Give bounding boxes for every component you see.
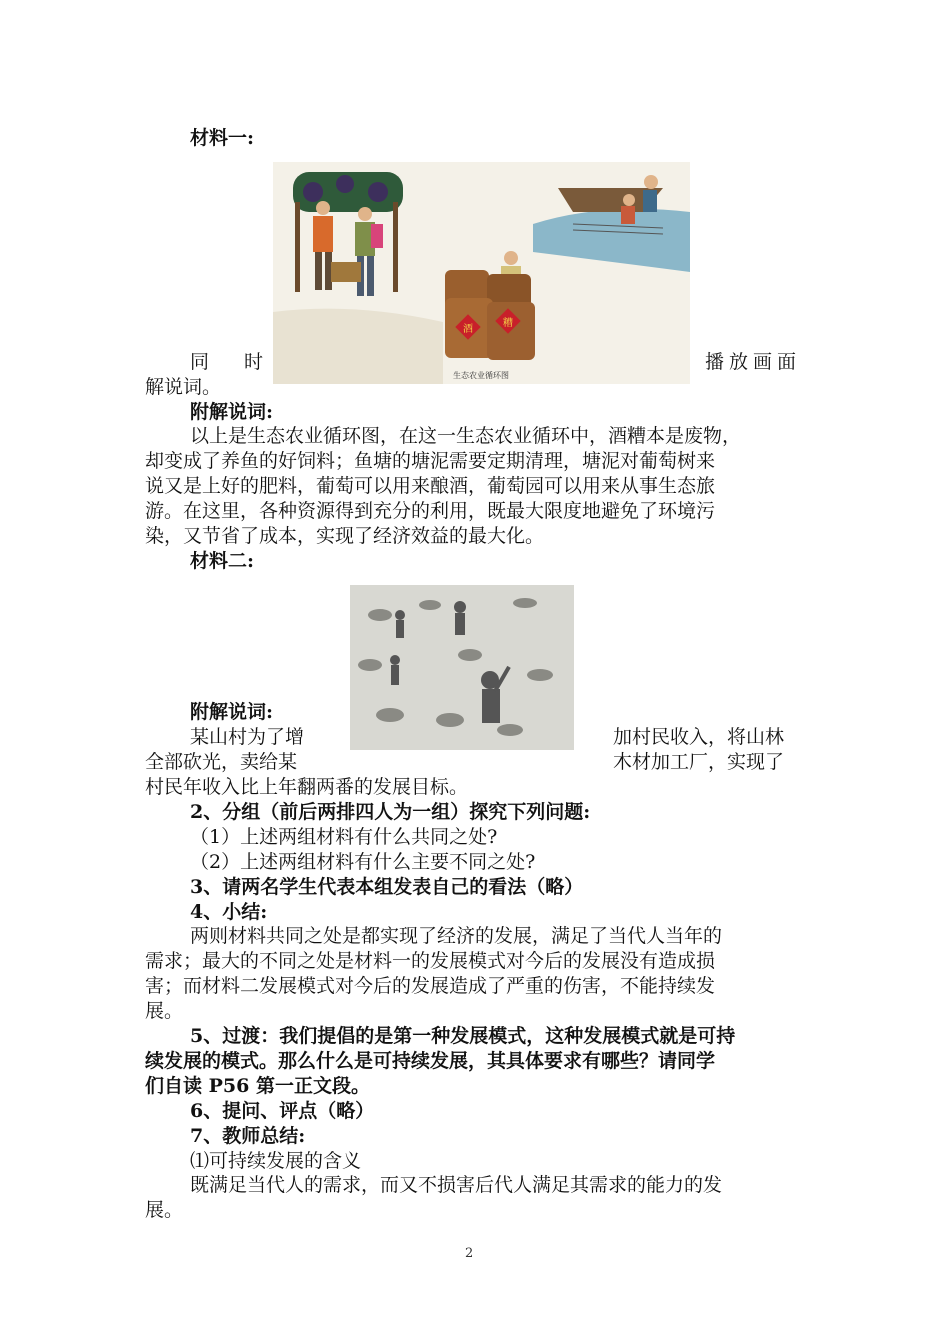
summary-line-4: 展。 bbox=[145, 1000, 184, 1022]
deforestation-figure bbox=[350, 585, 574, 750]
explain1-line-3: 说又是上好的肥料，葡萄可以用来酿酒，葡萄园可以用来从事生态旅 bbox=[145, 475, 716, 497]
summary-line-1: 两则材料共同之处是都实现了经济的发展，满足了当代人当年的 bbox=[190, 925, 723, 947]
material2-heading: 材料二: bbox=[190, 550, 255, 572]
step2-heading: 2、分组（前后两排四人为一组）探究下列问题: bbox=[190, 801, 591, 823]
explain2-heading: 附解说词: bbox=[190, 701, 274, 723]
step7-heading: 7、教师总结: bbox=[190, 1125, 306, 1147]
caption-right: 播放画面 bbox=[705, 351, 802, 373]
material1-heading: 材料一: bbox=[190, 127, 255, 149]
explain2-line1-left: 某山村为了增 bbox=[190, 726, 305, 748]
step3-heading: 3、请两名学生代表本组发表自己的看法（略） bbox=[190, 876, 584, 898]
step2-question-2: （2）上述两组材料有什么主要不同之处? bbox=[190, 851, 536, 873]
eco-agriculture-figure bbox=[273, 162, 690, 384]
page-number: 2 bbox=[465, 1246, 474, 1261]
explain2-line3: 村民年收入比上年翻两番的发展目标。 bbox=[145, 776, 469, 798]
step5-line-1: 5、过渡：我们提倡的是第一种发展模式，这种发展模式就是可持 bbox=[190, 1025, 736, 1047]
explain1-line-5: 染，又节省了成本，实现了经济效益的最大化。 bbox=[145, 525, 545, 547]
definition-line-2: 展。 bbox=[145, 1199, 184, 1221]
caption-cont: 解说词。 bbox=[145, 376, 222, 398]
summary-line-2: 需求；最大的不同之处是材料一的发展模式对今后的发展没有造成损 bbox=[145, 950, 716, 972]
caption-left: 同 时 bbox=[190, 351, 272, 373]
jar-label-1: 酒 bbox=[463, 324, 473, 335]
figure-caption: 生态农业循环图 bbox=[453, 371, 509, 380]
explain2-line1-right: 加村民收入，将山林 bbox=[613, 726, 785, 748]
step6-heading: 6、提问、评点（略） bbox=[190, 1100, 375, 1122]
explain2-line2-left: 全部砍光，卖给某 bbox=[145, 751, 298, 773]
summary-line-3: 害；而材料二发展模式对今后的发展造成了严重的伤害，不能持续发 bbox=[145, 975, 716, 997]
step4-heading: 4、小结: bbox=[190, 901, 268, 923]
explain2-line2-right: 木材加工厂，实现了 bbox=[613, 751, 785, 773]
explain1-line-1: 以上是生态农业循环图，在这一生态农业循环中，酒糟本是废物， bbox=[190, 425, 742, 447]
jar-label-2: 糟 bbox=[503, 318, 513, 329]
deforestation-illustration bbox=[350, 585, 574, 750]
explain1-line-2: 却变成了养鱼的好饲料；鱼塘的塘泥需要定期清理，塘泥对葡萄树来 bbox=[145, 450, 716, 472]
step5-line-3: 们自读 P56 第一正文段。 bbox=[145, 1075, 370, 1097]
eco-agriculture-illustration bbox=[273, 162, 690, 384]
explain1-heading: 附解说词: bbox=[190, 401, 274, 423]
explain1-line-4: 游。在这里，各种资源得到充分的利用，既最大限度地避免了环境污 bbox=[145, 500, 716, 522]
step5-line-2: 续发展的模式。那么什么是可持续发展，其具体要求有哪些？请同学 bbox=[145, 1050, 716, 1072]
definition-line-1: 既满足当代人的需求，而又不损害后代人满足其需求的能力的发 bbox=[190, 1174, 723, 1196]
step2-question-1: （1）上述两组材料有什么共同之处? bbox=[190, 826, 498, 848]
definition-title: ⑴可持续发展的含义 bbox=[190, 1150, 362, 1172]
